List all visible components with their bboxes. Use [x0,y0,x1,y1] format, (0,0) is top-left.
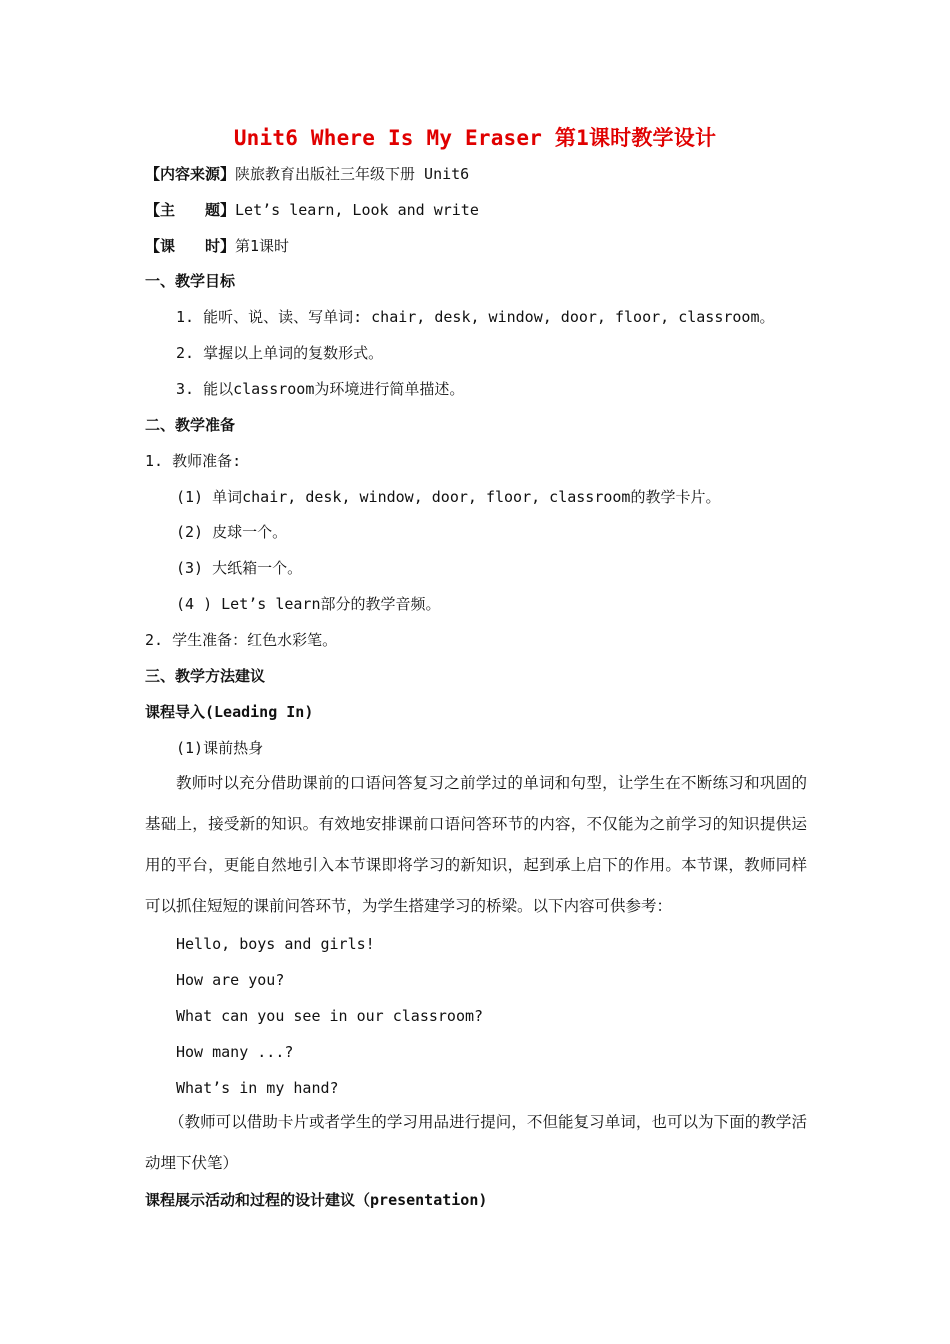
period-label: 【课 时】 [145,237,236,255]
teacher-prep-item: (4 ) Let’s learn部分的教学音频。 [176,595,441,613]
objective-item: 1. 能听、说、读、写单词: chair, desk, window, door, floor, classroom。 [176,308,775,326]
teacher-prep-item: (2) 皮球一个。 [176,523,288,541]
objective-item: 3. 能以classroom为环境进行简单描述。 [176,380,465,398]
period-value: 第1课时 [235,237,290,255]
leading-in-heading: 课程导入(Leading In) [145,703,314,721]
teacher-prep-label: 1. 教师准备: [145,452,242,470]
source-label: 【内容来源】 [145,165,236,183]
topic-label: 【主 题】 [145,201,236,219]
teacher-prep-item: (1) 单词chair, desk, window, door, floor, classroom的教学卡片。 [176,488,721,506]
section-heading-preparation: 二、教学准备 [145,416,236,434]
warmup-paragraph: 教师吋以充分借助课前的口语问答复习之前学过的单词和句型，让学生在不断练习和巩固的基础上，接受新的知识。有效地安排课前口语问答环节的内容，不仅能为之前学习的知识提供运用的平台，更能自然地引入本节课即将学习的新知识，起到承上启下的作用。本节课，教师同样可以抓住短短的课前问答环节，为学生搭建学习的桥梁。以下内容可供参考： [145,774,807,915]
topic-value: Let’s learn, Look and write [235,201,479,219]
dialogue-line: Hello, boys and girls! [176,935,375,953]
teacher-note: （教师可以借助卡片或者学生的学习用品进行提问，不但能复习单词，也可以为下面的教学活动埋下伏笔） [145,1113,807,1172]
meta-source [145,164,469,184]
document-title: Unit6 Where Is My Eraser 第1课时教学设计 [233,126,717,150]
dialogue-line: How are you? [176,971,285,989]
section-heading-objectives: 一、教学目标 [145,272,236,290]
dialogue-line: How many ...? [176,1043,294,1061]
dialogue-line: What can you see in our classroom? [176,1007,484,1025]
source-value: 陕旅教育出版社三年级下册 Unit6 [235,165,470,183]
meta-period [145,236,289,256]
student-prep: 2. 学生准备：红色水彩笔。 [145,631,338,649]
warmup-label: (1)课前热身 [176,739,264,757]
section-heading-methods: 三、教学方法建议 [145,667,266,685]
presentation-heading: 课程展示活动和过程的设计建议（presentation) [145,1191,488,1209]
meta-topic [145,200,479,220]
dialogue-line: What’s in my hand? [176,1079,339,1097]
objective-item: 2. 掌握以上单词的复数形式。 [176,344,384,362]
teacher-prep-item: (3) 大纸箱一个。 [176,559,303,577]
